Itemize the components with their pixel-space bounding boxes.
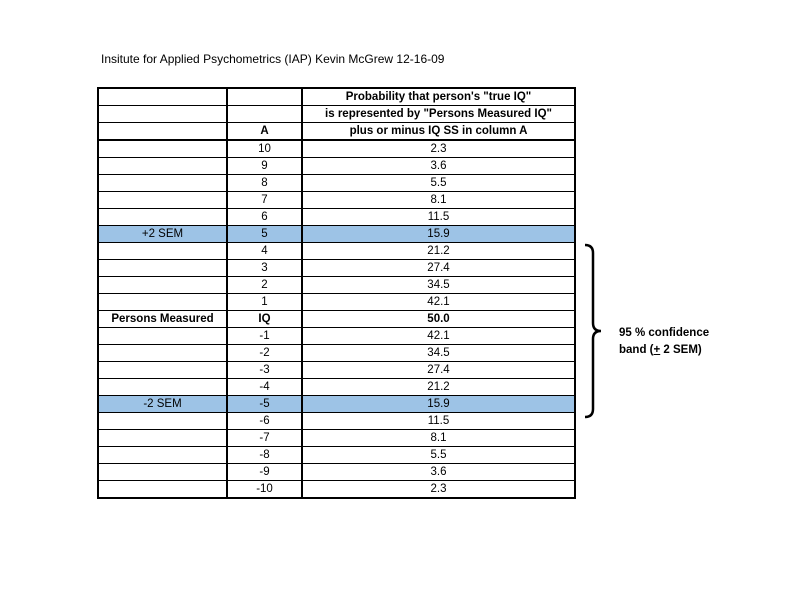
- row-label: [98, 481, 227, 499]
- row-probability: 8.1: [302, 430, 575, 447]
- confidence-band-note: [619, 325, 800, 359]
- note-suffix: 2 SEM): [660, 344, 702, 356]
- row-probability: 2.3: [302, 481, 575, 499]
- table-row: [98, 243, 575, 260]
- row-label: [98, 209, 227, 226]
- row-probability: 50.0: [302, 311, 575, 328]
- header-cell-empty: [227, 88, 302, 106]
- row-probability: 42.1: [302, 294, 575, 311]
- row-probability: 15.9: [302, 226, 575, 243]
- row-iq-offset: -3: [227, 362, 302, 379]
- table-row: [98, 430, 575, 447]
- table-row: [98, 158, 575, 175]
- row-label: [98, 192, 227, 209]
- row-label: [98, 430, 227, 447]
- row-iq-offset: 10: [227, 140, 302, 158]
- row-label: [98, 362, 227, 379]
- row-label: [98, 243, 227, 260]
- row-probability: 15.9: [302, 396, 575, 413]
- row-iq-offset: -8: [227, 447, 302, 464]
- row-iq-offset: -6: [227, 413, 302, 430]
- document-title: Insitute for Applied Psychometrics (IAP) Kevin McGrew 12-16-09: [101, 52, 445, 66]
- bracket-path: [585, 245, 601, 417]
- table-row: [98, 175, 575, 192]
- row-iq-offset: -10: [227, 481, 302, 499]
- header-line-2: is represented by "Persons Measured IQ": [302, 106, 575, 123]
- header-cell-empty: [98, 123, 227, 141]
- row-iq-offset: 8: [227, 175, 302, 192]
- plus-minus-symbol: +: [653, 344, 661, 356]
- table-row: [98, 260, 575, 277]
- row-label: [98, 294, 227, 311]
- header-line-3: plus or minus IQ SS in column A: [302, 123, 575, 141]
- row-label: [98, 447, 227, 464]
- row-probability: 8.1: [302, 192, 575, 209]
- row-iq-offset: -9: [227, 464, 302, 481]
- table-row: [98, 311, 575, 328]
- row-iq-offset: -5: [227, 396, 302, 413]
- row-iq-offset: -1: [227, 328, 302, 345]
- row-label: [98, 345, 227, 362]
- table-row: [98, 294, 575, 311]
- row-label: [98, 158, 227, 175]
- table-row: [98, 192, 575, 209]
- row-iq-offset: -7: [227, 430, 302, 447]
- confidence-bracket: [583, 243, 613, 421]
- row-iq-offset: 3: [227, 260, 302, 277]
- row-iq-offset: -4: [227, 379, 302, 396]
- row-probability: 3.6: [302, 464, 575, 481]
- row-label: [98, 175, 227, 192]
- row-label: [98, 379, 227, 396]
- probability-table: [97, 87, 576, 499]
- row-label: Persons Measured: [98, 311, 227, 328]
- row-label: [98, 260, 227, 277]
- row-label: -2 SEM: [98, 396, 227, 413]
- row-probability: 11.5: [302, 413, 575, 430]
- table-row: [98, 277, 575, 294]
- row-probability: 34.5: [302, 345, 575, 362]
- row-iq-offset: 1: [227, 294, 302, 311]
- table-row: [98, 362, 575, 379]
- row-iq-offset: 4: [227, 243, 302, 260]
- row-label: +2 SEM: [98, 226, 227, 243]
- row-probability: 21.2: [302, 379, 575, 396]
- column-a-header: A: [227, 123, 302, 141]
- row-iq-offset: 2: [227, 277, 302, 294]
- row-iq-offset: 5: [227, 226, 302, 243]
- row-probability: 11.5: [302, 209, 575, 226]
- header-cell-empty: [98, 88, 227, 106]
- table-row: [98, 140, 575, 158]
- header-line-1: Probability that person's "true IQ": [302, 88, 575, 106]
- row-iq-offset: 6: [227, 209, 302, 226]
- table-row: [98, 328, 575, 345]
- table-row: [98, 447, 575, 464]
- row-probability: 42.1: [302, 328, 575, 345]
- row-iq-offset: IQ: [227, 311, 302, 328]
- header-cell-empty: [227, 106, 302, 123]
- row-probability: 5.5: [302, 447, 575, 464]
- row-probability: 34.5: [302, 277, 575, 294]
- row-iq-offset: 7: [227, 192, 302, 209]
- row-probability: 5.5: [302, 175, 575, 192]
- row-label: [98, 328, 227, 345]
- table-row: [98, 481, 575, 499]
- table-row: [98, 396, 575, 413]
- row-probability: 27.4: [302, 260, 575, 277]
- table-row: [98, 379, 575, 396]
- header-row-2: [98, 106, 575, 123]
- row-probability: 27.4: [302, 362, 575, 379]
- table-row: [98, 464, 575, 481]
- table-row: [98, 226, 575, 243]
- row-label: [98, 413, 227, 430]
- row-iq-offset: -2: [227, 345, 302, 362]
- row-probability: 21.2: [302, 243, 575, 260]
- note-prefix: band (: [619, 344, 654, 356]
- table-row: [98, 413, 575, 430]
- row-label: [98, 140, 227, 158]
- row-probability: 3.6: [302, 158, 575, 175]
- table-row: [98, 345, 575, 362]
- header-row-3: [98, 123, 575, 141]
- header-row-1: [98, 88, 575, 106]
- row-label: [98, 277, 227, 294]
- note-line-1: 95 % confidence: [619, 327, 710, 339]
- row-iq-offset: 9: [227, 158, 302, 175]
- table-body: [98, 88, 575, 498]
- note-line-2: [619, 342, 800, 359]
- table-row: [98, 209, 575, 226]
- row-label: [98, 464, 227, 481]
- header-cell-empty: [98, 106, 227, 123]
- row-probability: 2.3: [302, 140, 575, 158]
